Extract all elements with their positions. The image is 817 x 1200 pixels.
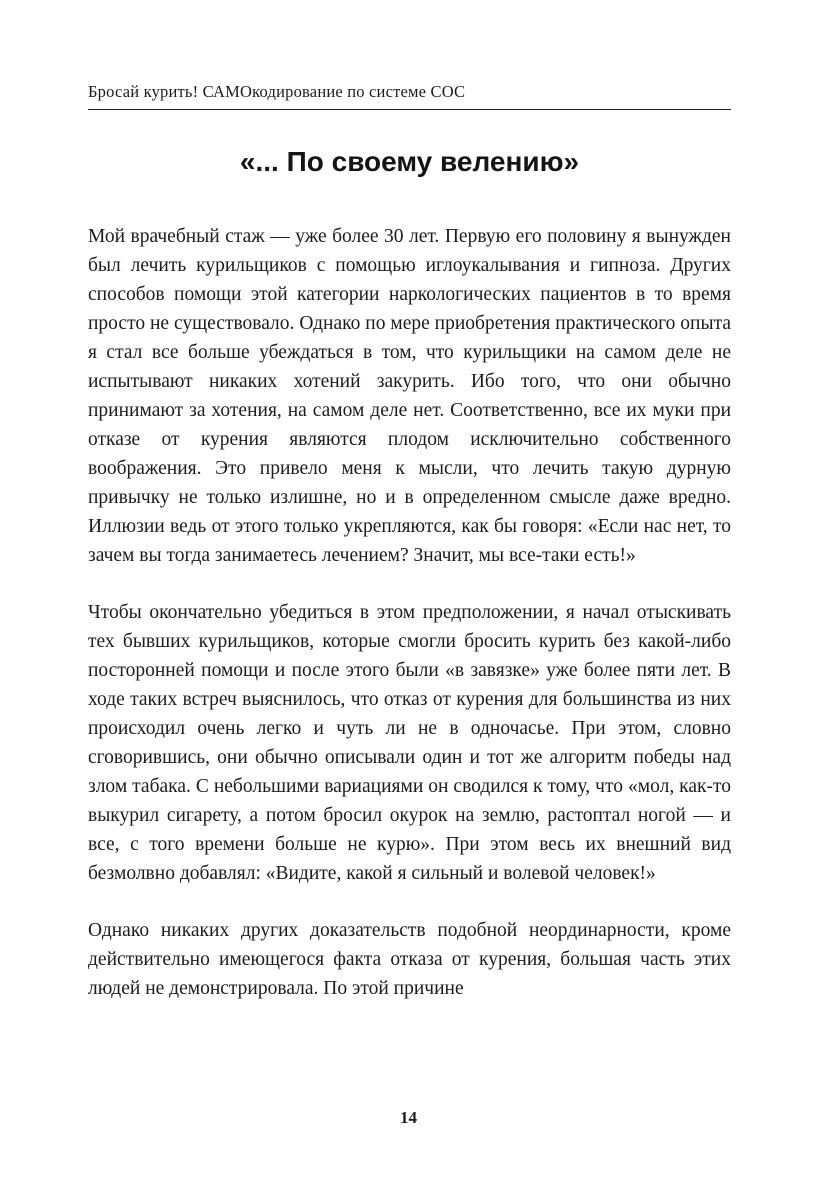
chapter-title: «... По своему велению» bbox=[239, 146, 580, 177]
body-text bbox=[88, 222, 731, 1003]
running-header: Бросай курить! САМОкодирование по системе СОС bbox=[88, 82, 731, 110]
paragraph: Мой врачебный стаж — уже более 30 лет. Первую его половину я вынужден был лечить курильщиков с помощью иглоукалывания и гипноза. Других способов помощи этой категории наркологических пациентов в то время просто не существовало. Однако по мере приобретения практического опыта я стал все больше убеждаться в том, что курильщики на самом деле не испытывают никаких хотений закурить. Ибо того, что они обычно принимают за хотения, на самом деле нет. Соответственно, все их муки при отказе от курения являются плодом исключительно собственного воображения. Это привело меня к мысли, что лечить такую дурную привычку не только излишне, но и в определенном смысле даже вредно. Иллюзии ведь от этого только укрепляются, как бы говоря: «Если нас нет, то зачем вы тогда занимаетесь лечением? Значит, мы все-таки есть!» bbox=[88, 226, 731, 567]
paragraph: Однако никаких других доказательств подобной неординарности, кроме действительно имеющегося факта отказа от курения, большая часть этих людей не демонстрировала. По этой причине bbox=[88, 920, 731, 1000]
paragraph: Чтобы окончательно убедиться в этом предположении, я начал отыскивать тех бывших курильщиков, которые смогли бросить курить без какой-либо посторонней помощи и после этого были «в завязке» уже более пяти лет. В ходе таких встреч выяснилось, что отказ от курения для большинства из них происходил очень легко и чуть ли не в одночасье. При этом, словно сговорившись, они обычно описывали один и тот же алгоритм победы над злом табака. С небольшими вариациями он сводился к тому, что «мол, как-то выкурил сигарету, а потом бросил окурок на землю, растоптал ногой — и все, с того времени больше не курю». При этом весь их внешний вид безмолвно добавлял: «Видите, какой я сильный и волевой человек!» bbox=[88, 602, 731, 885]
page-number: 14 bbox=[400, 1108, 417, 1127]
page-content bbox=[88, 82, 731, 1031]
